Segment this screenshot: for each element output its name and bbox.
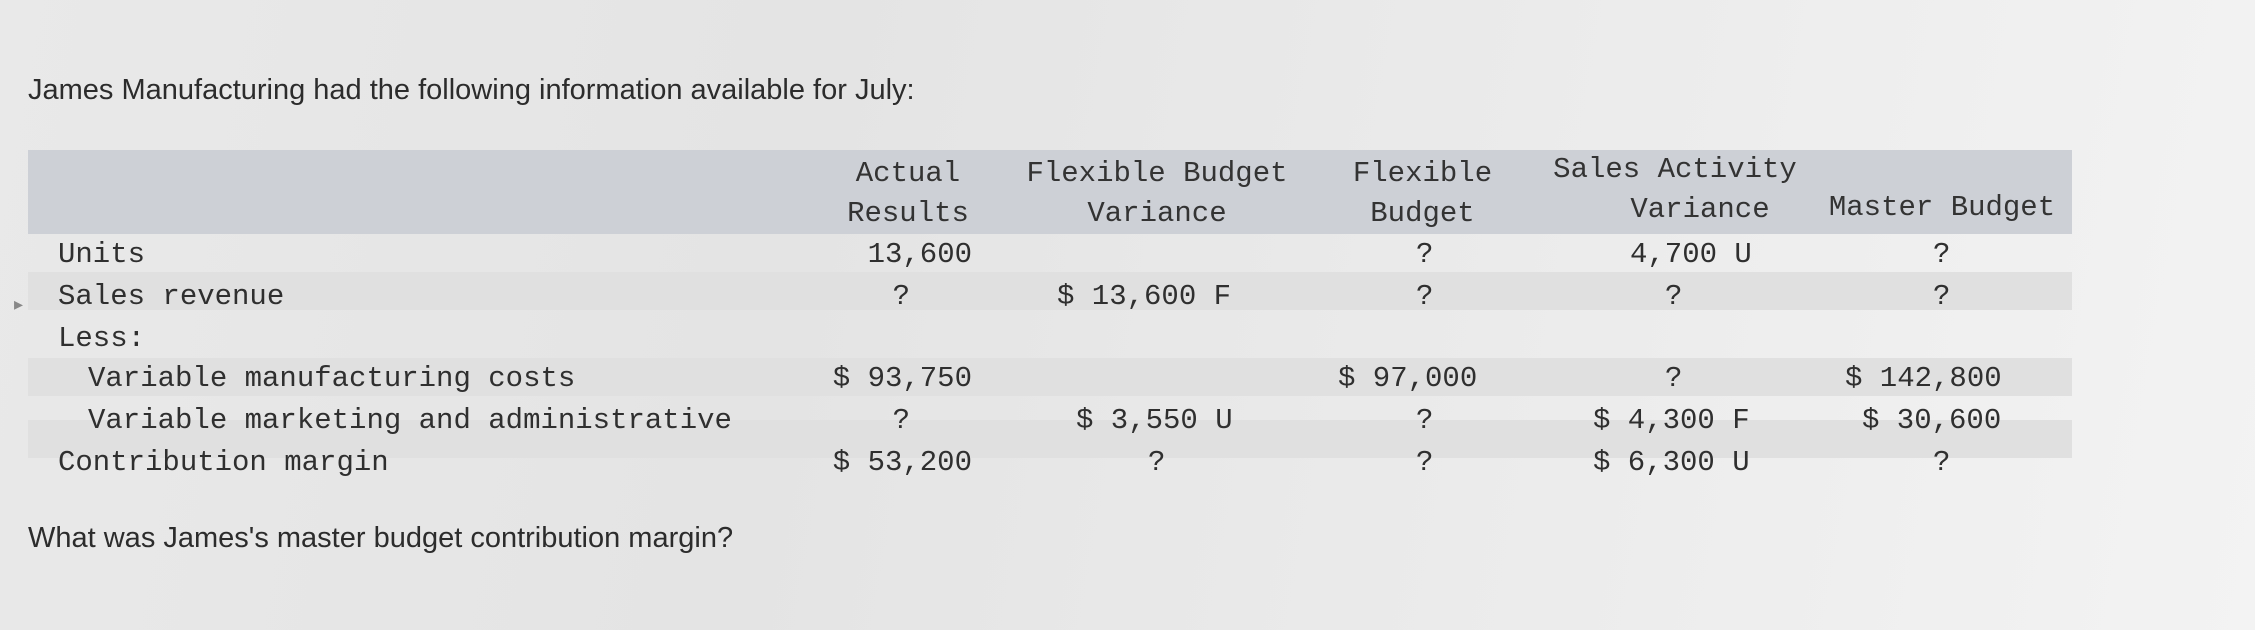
header-line: Sales Activity — [1553, 153, 1797, 186]
header-line: Flexible — [1352, 157, 1493, 190]
cell-salesvar-var-mfg: ? — [1665, 362, 1683, 395]
cell-master-var-mkt: $ 30,600 — [1862, 404, 2002, 437]
cell-flexvar-sales-revenue: $ 13,600 F — [1057, 280, 1232, 313]
row-label-units: Units — [58, 238, 146, 271]
row-label-variable-marketing-admin: Variable marketing and administrative — [88, 404, 732, 437]
cell-flex-sales-revenue: ? — [1416, 280, 1434, 313]
header-line: Actual — [855, 157, 961, 190]
cell-actual-var-mkt: ? — [892, 404, 910, 437]
cell-salesvar-var-mkt: $ 4,300 F — [1593, 404, 1750, 437]
header-master-budget — [1812, 188, 2072, 228]
cell-flexvar-contribution: ? — [1148, 446, 1166, 479]
cell-master-sales-revenue: ? — [1933, 280, 1951, 313]
cell-flexvar-var-mkt: $ 3,550 U — [1076, 404, 1233, 437]
cell-master-var-mfg: $ 142,800 — [1845, 362, 2002, 395]
cell-flex-units: ? — [1416, 238, 1434, 271]
header-line: Master Budget — [1828, 191, 2056, 224]
cell-actual-sales-revenue: ? — [892, 280, 910, 313]
cell-flex-var-mfg: $ 97,000 — [1338, 362, 1478, 395]
header-line: Flexible Budget — [1026, 157, 1288, 190]
cell-actual-contribution: $ 53,200 — [832, 446, 972, 479]
cell-actual-units: 13,600 — [867, 238, 972, 271]
table-row-stripe — [28, 272, 2072, 310]
cell-master-contribution: ? — [1933, 446, 1951, 479]
header-line: Budget — [1370, 197, 1475, 230]
header-line: Variance — [1630, 193, 1770, 226]
header-line: Results — [847, 197, 969, 230]
cell-salesvar-units: 4,700 U — [1630, 238, 1752, 271]
cell-actual-var-mfg: $ 93,750 — [832, 362, 972, 395]
header-line: Variance — [1087, 197, 1227, 230]
header-sales-activity-variance — [1530, 150, 1820, 230]
row-label-variable-manufacturing-costs: Variable manufacturing costs — [88, 362, 576, 395]
row-label-less: Less: — [58, 322, 146, 355]
bullet-marker: ▸ — [14, 294, 24, 314]
header-flexible-budget-variance — [1012, 154, 1302, 234]
row-label-contribution-margin: Contribution margin — [58, 446, 389, 479]
question-text: What was James's master budget contribution margin? — [28, 522, 734, 554]
cell-salesvar-contribution: $ 6,300 U — [1593, 446, 1750, 479]
cell-flex-contribution: ? — [1416, 446, 1434, 479]
header-flexible-budget — [1335, 154, 1510, 234]
intro-text: James Manufacturing had the following information available for July: — [28, 74, 915, 106]
cell-master-units: ? — [1933, 238, 1951, 271]
header-actual-results — [828, 154, 988, 234]
cell-flex-var-mkt: ? — [1416, 404, 1434, 437]
cell-salesvar-sales-revenue: ? — [1665, 280, 1683, 313]
row-label-sales-revenue: Sales revenue — [58, 280, 285, 313]
